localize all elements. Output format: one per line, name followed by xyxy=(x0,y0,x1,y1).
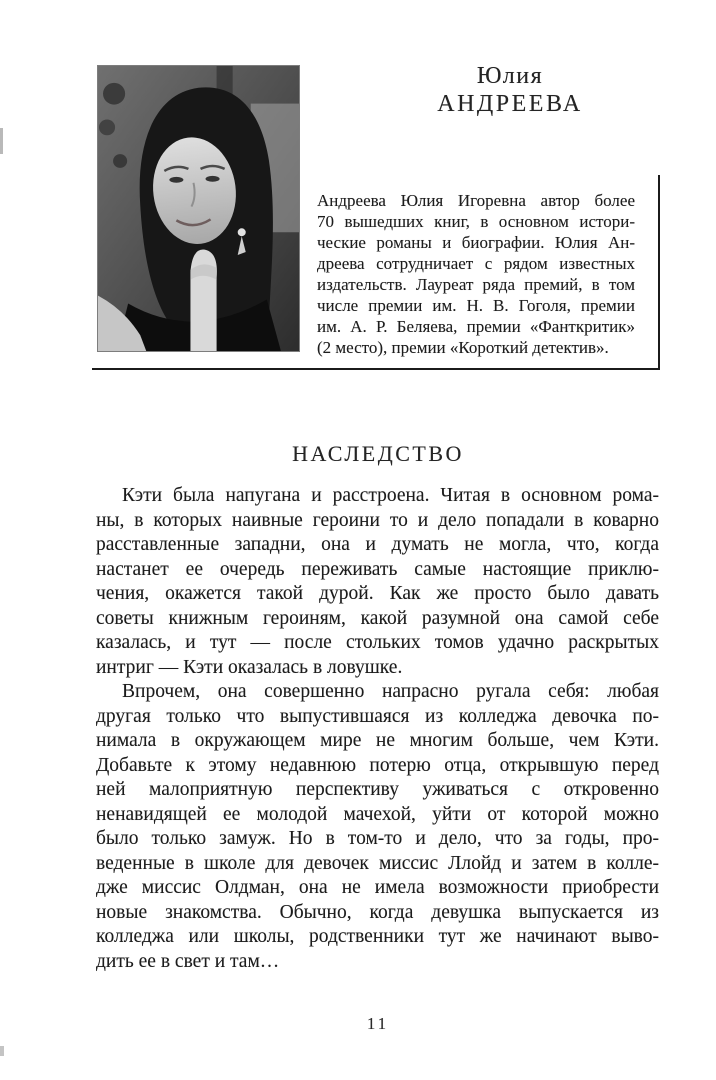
author-last-name: АНДРЕЕВА xyxy=(437,91,583,117)
chapter-title: НАСЛЕДСТВО xyxy=(292,441,464,466)
text-line: Добавьте к этому недавнюю потерю отца, открывшую перед xyxy=(96,754,659,776)
text-line: веденные в школе для девочек миссис Ллойд и затем в колле- xyxy=(96,852,659,874)
author-name-block xyxy=(330,62,690,118)
author-portrait-photo xyxy=(98,66,299,351)
author-photo-frame xyxy=(97,65,300,352)
text-line: нимала в окружающем мире не многим больше, чем Кэти. xyxy=(96,730,659,751)
text-line: Андреева Юлия Игоревна автор более xyxy=(317,191,635,210)
text-line: ны, в которых наивные героини то и дело попадали в коварно xyxy=(96,509,659,531)
text-line: дить ее в свет и там… xyxy=(96,950,280,972)
author-bio xyxy=(317,190,635,358)
bio-box-right-border xyxy=(658,175,660,370)
page-number: 11 xyxy=(366,1014,390,1033)
text-line: Впрочем, она совершенно напрасно ругала себя: любая xyxy=(122,681,659,702)
text-line: колледжа или школы, родственники тут же начинают выво- xyxy=(96,926,659,947)
text-line: ческие романы и биографии. Юлия Ан- xyxy=(317,233,635,252)
text-line: ней малоприятную перспективу уживаться с откровенно xyxy=(96,779,659,800)
text-line: советы книжным героиням, какой разумной она самой себе xyxy=(96,607,659,629)
scan-speck xyxy=(0,128,3,154)
text-line: им. А. Р. Беляева, премии «Фанткритик» xyxy=(317,317,635,336)
text-line: было только замуж. Но в том-то и дело, что за годы, про- xyxy=(96,828,659,849)
bio-box-bottom-border xyxy=(92,368,660,370)
paragraph xyxy=(96,484,659,680)
text-line: дже миссис Олдман, она не имела возможности приобрести xyxy=(96,877,659,898)
text-line: настанет ее очередь переживать самые настоящие приклю- xyxy=(96,558,659,580)
scan-speck xyxy=(0,1046,4,1056)
text-line: расставленные западни, она и думать не могла, что, когда xyxy=(96,534,659,555)
text-line: Кэти была напугана и расстроена. Читая в основном рома- xyxy=(122,485,659,506)
text-line: ненавидящей ее молодой мачехой, уйти от которой можно xyxy=(96,803,659,825)
body-text xyxy=(96,484,659,974)
text-line: издательств. Лауреат ряда премий, в том xyxy=(317,275,635,294)
text-line: (2 место), премии «Короткий детектив». xyxy=(317,338,609,357)
text-line: интриг — Кэти оказалась в ловушке. xyxy=(96,656,403,678)
author-first-name: Юлия xyxy=(476,63,544,89)
text-line: 70 вышедших книг, в основном истори- xyxy=(317,212,635,231)
text-line: казалась, и тут — после стольких томов удачно раскрытых xyxy=(96,632,659,653)
text-line: числе премии им. Н. В. Гоголя, премии xyxy=(317,296,635,315)
text-line: чения, окажется такой дурой. Как же просто было давать xyxy=(96,583,659,604)
text-line: новые знакомства. Обычно, когда девушка выпускается из xyxy=(96,901,659,923)
paragraph xyxy=(96,680,659,974)
text-line: другая только что выпустившаяся из колледжа девочка по- xyxy=(96,705,659,727)
text-line: дреева сотрудничает с рядом известных xyxy=(317,254,635,273)
